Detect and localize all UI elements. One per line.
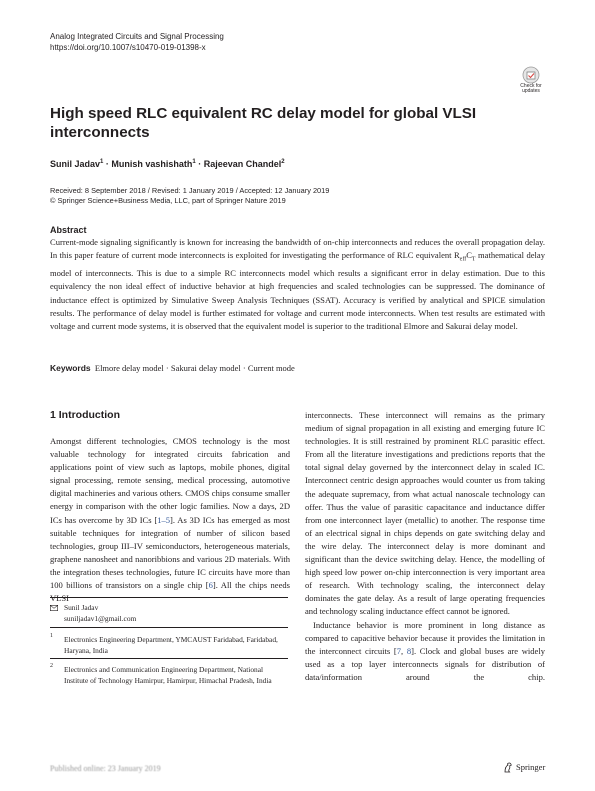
body-column-left: Amongst different technologies, CMOS technology is the most valuable technology for integrated circuits fabrication and applications point of view such as laptops, mobile phones, digital signal processing, remote sensing, medical processing, automotive digital machineries and various others. CMOS chips consume smaller energy in comparison with the other logic families. Now a days, 2D ICs has overcome by 3D ICs [1–5]. As 3D ICs has emerged as most suitable techniques for integration of number of silicon based technologies, group III–IV semiconductors, heterogeneous materials, graphene nanosheet and nanoribbions and various 2D materials. With the integration theses technologies, future IC circuits have more than 100 billions of transistors on a single chip [6]. All the chips needs VLSI bbox=[50, 436, 291, 604]
keywords-label: Keywords bbox=[50, 363, 91, 373]
author-affiliation-mark: 1 bbox=[100, 159, 104, 165]
paragraph: interconnects. These interconnect will remains as the primary medium of signal propagation in all existing and emerging future IC technologies. It is still restrained by prominent RLC parasitic effect. From all the literature investigations and predictions reports that the total signal delay governed by the interconnect delay in scaled IC. Interconnect centric design approaches would counter us from taking the adequate supremacy, from what actual nanoscale technology can offer. Thus the value of parasitic capacitance and inductance differ from one interconnect layer (metallic) to another. The response time of an electrical signal in chips depends on gate switching delay and the wire delay. The interconnect delay is more dominant and significant than the device switching delay. Hence, the modelling of high speed low power on-chip interconnection is very important area of research. With technology scaling, the interconnect delay dominates the gate delay. As a result of large operating frequencies and technology scaling inductance effect cannot be ignored. bbox=[305, 410, 545, 617]
affiliation-text: Electronics Engineering Department, YMCAUST Faridabad, Faridabad, Haryana, India bbox=[64, 635, 278, 655]
author-list bbox=[50, 156, 285, 170]
published-online-date: Published online: 23 January 2019 bbox=[50, 764, 161, 773]
badge-line-2: updates bbox=[522, 88, 540, 94]
author-name[interactable]: Rajeevan Chandel bbox=[203, 159, 282, 169]
author-affiliation-mark: 1 bbox=[192, 159, 196, 165]
keyword-item: Elmore delay model bbox=[94, 363, 164, 373]
publisher-logo[interactable] bbox=[503, 761, 545, 773]
affiliation-number: 1 bbox=[50, 633, 53, 639]
citation-link[interactable]: 1–5 bbox=[157, 514, 171, 525]
badge-line-1: Check for bbox=[520, 83, 542, 89]
citation-link[interactable]: 6 bbox=[208, 580, 213, 591]
footnote-divider bbox=[50, 658, 288, 659]
footnote-divider bbox=[50, 597, 288, 598]
author-separator: · bbox=[195, 159, 204, 169]
doi-link[interactable]: https://doi.org/10.1007/s10470-019-01398-x bbox=[50, 43, 206, 52]
springer-horse-icon bbox=[503, 762, 513, 773]
footnote-divider bbox=[50, 627, 288, 628]
author-affiliation-mark: 2 bbox=[281, 159, 285, 165]
envelope-icon bbox=[50, 605, 58, 611]
publisher-name: Springer bbox=[516, 762, 546, 772]
keyword-item: Current mode bbox=[247, 363, 295, 373]
check-for-updates-icon bbox=[514, 66, 548, 84]
author-separator: · bbox=[103, 159, 112, 169]
affiliation-text: Electronics and Communication Engineering Department, National Institute of Technology Hamirpur, Hamirpur, Himachal Pradesh, India bbox=[64, 665, 272, 685]
keyword-item: Sakurai delay model bbox=[170, 363, 241, 373]
check-for-updates-badge[interactable] bbox=[514, 66, 548, 96]
article-dates: Received: 8 September 2018 / Revised: 1 January 2019 / Accepted: 12 January 2019 bbox=[50, 186, 330, 195]
paragraph: Inductance behavior is more prominent in long distance as compared to capacitive behavior because it provides the limitation in the interconnect circuits [7, 8]. Clock and global buses are widely used as a top layer interconnects signals for distribution of data/information around the chip. bbox=[305, 619, 545, 682]
author-name[interactable]: Munish vashishath bbox=[111, 159, 193, 169]
abstract-text: Current-mode signaling significantly is known for increasing the bandwidth of on-chip interconnects and reduces the overall propagation delay. In this paper feature of current mode interconnects is exploited for investigating the performance of RLC equivalent $R_{eff}C_T$ mathematical delay model of interconnects. This is due to a simple RC interconnects model which results a significant error in delay estimation. Due to this equivalency the non ideal effect of inductive behavior at high frequencies and scaled technologies can be suppressed. The dominance of inductance effect is optimized by Simulative Sweep Analysis Techniques (SSAT). Accuracy is verified by analytical and SPICE simulation results. The performance of delay model is further estimated for voltage and current mode interconnects. When test results are estimated with voltage and current mode systems, it is observed that the equivalent model is superior to the traditional Elmore and Sakurai delay model. bbox=[50, 237, 545, 331]
abstract-heading: Abstract bbox=[50, 225, 87, 235]
affiliation-number: 2 bbox=[50, 663, 53, 669]
keywords-line: Keywords Elmore delay model · Sakurai delay model · Current mode bbox=[50, 363, 295, 373]
journal-name: Analog Integrated Circuits and Signal Processing bbox=[50, 32, 224, 41]
body-column-right bbox=[305, 409, 545, 684]
copyright-notice: © Springer Science+Business Media, LLC, part of Springer Nature 2019 bbox=[50, 196, 286, 205]
corresponding-author-name: Sunil Jadav bbox=[64, 603, 99, 612]
citation-link[interactable]: 8 bbox=[406, 645, 412, 656]
section-heading-introduction: 1 Introduction bbox=[50, 409, 120, 421]
author-name[interactable]: Sunil Jadav bbox=[50, 159, 101, 169]
article-title: High speed RLC equivalent RC delay model for global VLSI interconnects bbox=[50, 105, 477, 141]
citation-link[interactable]: 7 bbox=[396, 645, 402, 656]
corresponding-author-email[interactable]: suniljadav1@gmail.com bbox=[64, 614, 137, 623]
